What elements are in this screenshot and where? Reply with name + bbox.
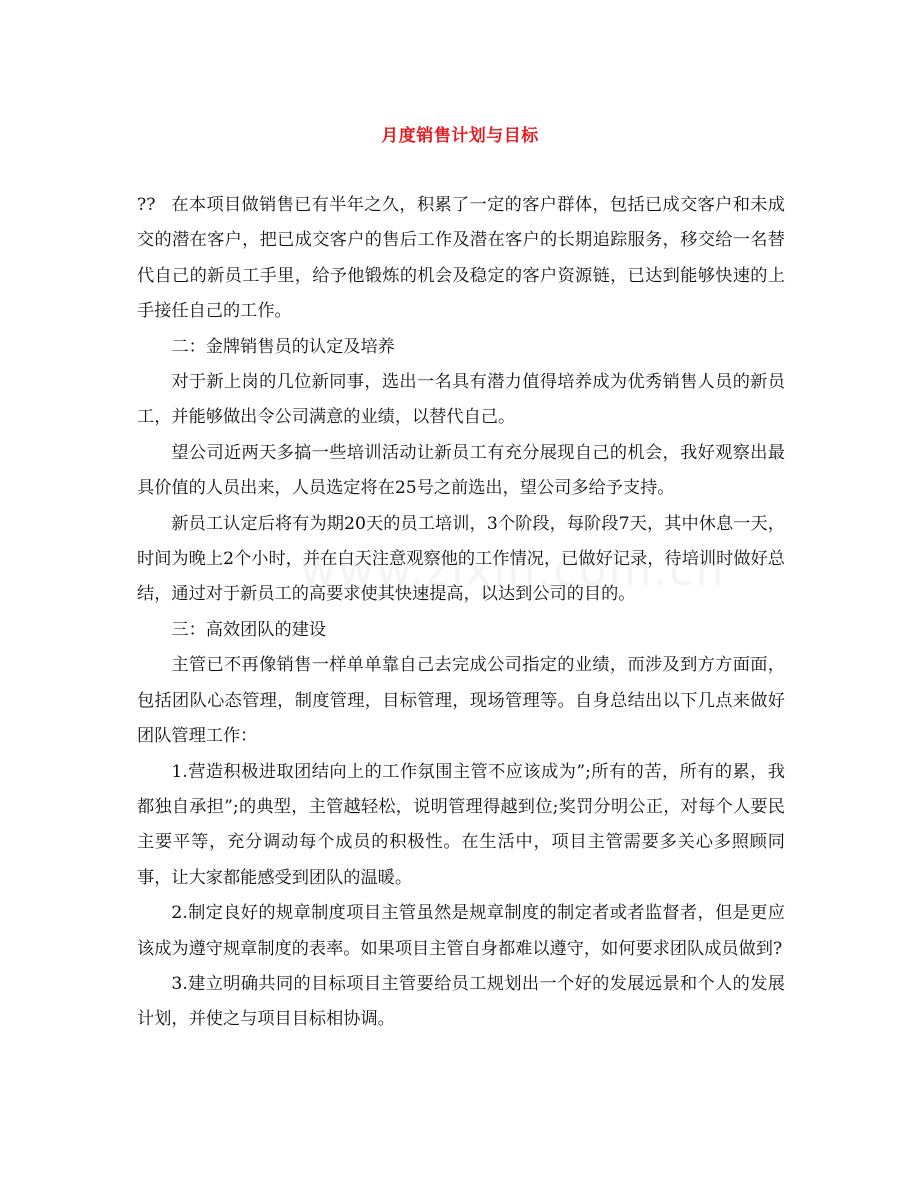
paragraph-intro bbox=[137, 188, 785, 330]
paragraph: 新员工认定后将有为期20天的员工培训，3个阶段，每阶段7天，其中休息一天，时间为晚上2个小时，并在白天注意观察他的工作情况，已做好记录，待培训时做好总结，通过对于新员工的高要求使其快速提高，以达到公司的目的。 bbox=[137, 513, 785, 605]
paragraph-text: 在本项目做销售已有半年之久，积累了一定的客户群体，包括已成交客户和未成交的潜在客户，把已成交客户的售后工作及潜在客户的长期追踪服务，移交给一名替代自己的新员工手里，给予他锻炼的机会及稳定的客户资源链，已达到能够快速的上手接任自己的工作。 bbox=[137, 195, 785, 322]
section-heading-gold-sales: 二：金牌销售员的认定及培养 bbox=[171, 336, 395, 357]
section-heading-team-building: 三：高效团队的建设 bbox=[171, 619, 327, 640]
paragraph: 主管已不再像销售一样单单靠自己去完成公司指定的业绩，而涉及到方方面面，包括团队心态管理，制度管理，目标管理，现场管理等。自身总结出以下几点来做好团队管理工作： bbox=[137, 655, 785, 747]
document-title: 月度销售计划与目标 bbox=[381, 126, 539, 146]
document-body bbox=[137, 188, 785, 1038]
list-item-2: 2.制定良好的规章制度项目主管虽然是规章制度的制定者或者监督者，但是更应该成为遵守规章制度的表率。如果项目主管自身都难以遵守，如何要求团队成员做到? bbox=[137, 903, 785, 959]
list-item-1: 1.营造积极进取团结向上的工作氛围主管不应该成为”;所有的苦，所有的累，我都独自承担”;的典型，主管越轻松，说明管理得越到位;奖罚分明公正，对每个人要民主要平等，充分调动每个成员的积极性。在生活中，项目主管需要多关心多照顾同事，让大家都能感受到团队的温暖。 bbox=[137, 761, 785, 888]
lead-mark: ?? bbox=[137, 195, 156, 215]
paragraph: 对于新上岗的几位新同事，选出一名具有潜力值得培养成为优秀销售人员的新员工，并能够做出令公司满意的业绩，以替代自己。 bbox=[137, 372, 785, 428]
paragraph: 望公司近两天多搞一些培训活动让新员工有充分展现自己的机会，我好观察出最具价值的人员出来，人员选定将在25号之前选出，望公司多给予支持。 bbox=[137, 442, 785, 499]
list-item-3: 3.建立明确共同的目标项目主管要给员工规划出一个好的发展远景和个人的发展计划，并使之与项目目标相协调。 bbox=[137, 973, 785, 1030]
